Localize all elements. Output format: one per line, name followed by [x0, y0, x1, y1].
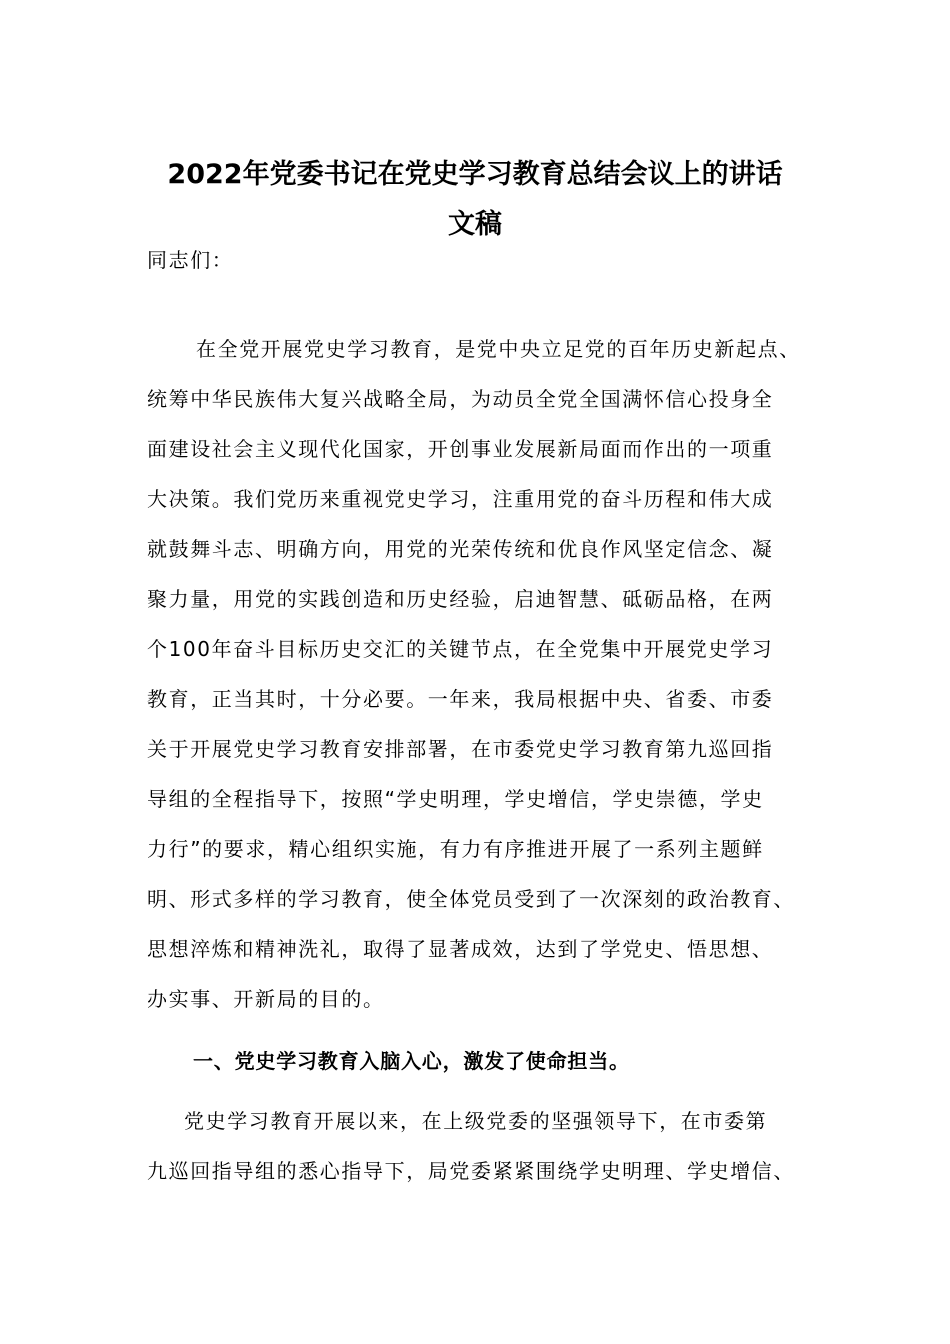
paragraph-1-line: 大决策。我们党历来重视党史学习，注重用党的奋斗历程和伟大成 [147, 487, 774, 511]
paragraph-1-line: 关于开展党史学习教育安排部署，在市委党史学习教育第九巡回指 [147, 737, 774, 761]
section-heading-1: 一、党史学习教育入脑入心，激发了使命担当。 [193, 1049, 630, 1073]
paragraph-1-line: 力行”的要求，精心组织实施，有力有序推进开展了一系列主题鲜 [147, 837, 764, 861]
paragraph-1-line: 明、形式多样的学习教育，使全体党员受到了一次深刻的政治教育、 [147, 887, 795, 911]
paragraph-1-line: 个100年奋斗目标历史交汇的关键节点，在全党集中开展党史学习 [147, 637, 774, 661]
paragraph-1-line: 统筹中华民族伟大复兴战略全局，为动员全党全国满怀信心投身全 [147, 387, 774, 411]
paragraph-1-line: 面建设社会主义现代化国家，开创事业发展新局面而作出的一项重 [147, 437, 774, 461]
paragraph-2-line: 九巡回指导组的悉心指导下，局党委紧紧围绕学史明理、学史增信、 [147, 1159, 795, 1183]
paragraph-1-line: 聚力量，用党的实践创造和历史经验，启迪智慧、砥砺品格，在两 [147, 587, 774, 611]
document-title-line-2: 文稿 [448, 209, 502, 240]
paragraph-1-line: 思想淬炼和精神洗礼，取得了显著成效，达到了学党史、悟思想、 [147, 937, 774, 961]
paragraph-1-line: 就鼓舞斗志、明确方向，用党的光荣传统和优良作风坚定信念、凝 [147, 537, 774, 561]
paragraph-1-line: 办实事、开新局的目的。 [147, 987, 385, 1011]
paragraph-1-line: 在全党开展党史学习教育，是党中央立足党的百年历史新起点、 [196, 337, 801, 361]
salutation: 同志们： [147, 248, 234, 272]
paragraph-2-line: 党史学习教育开展以来，在上级党委的坚强领导下，在市委第 [184, 1109, 768, 1133]
document-title-line-1: 2022年党委书记在党史学习教育总结会议上的讲话 [167, 159, 783, 190]
paragraph-1-line: 教育，正当其时，十分必要。一年来，我局根据中央、省委、市委 [147, 687, 774, 711]
paragraph-1-line: 导组的全程指导下，按照“学史明理，学史增信，学史崇德，学史 [147, 787, 764, 811]
